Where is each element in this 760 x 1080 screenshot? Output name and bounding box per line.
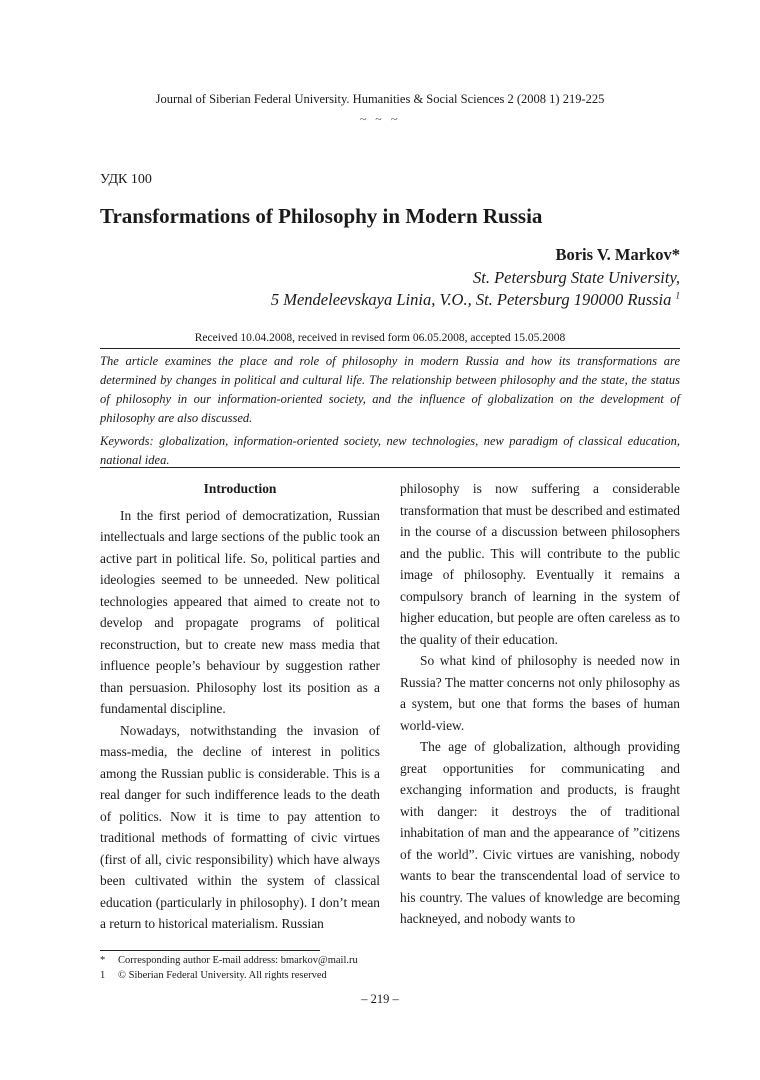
affiliation-line-1: St. Petersburg State University,: [473, 268, 680, 287]
footnote: [100, 955, 358, 966]
section-heading-introduction: Introduction: [203, 481, 277, 496]
abstract-bottom-rule: [100, 467, 680, 468]
keywords: Keywords: globalization, information-oriented society, new technologies, new paradigm of classical education, national idea.: [100, 434, 680, 467]
affiliation-address: 5 Mendeleevskaya Linia, V.O., St. Petersburg 190000 Russia: [270, 290, 672, 309]
footnote-mark: *: [100, 955, 106, 966]
received-dates: Received 10.04.2008, received in revised form 06.05.2008, accepted 15.05.2008: [194, 332, 566, 344]
footnote: [100, 970, 327, 981]
affiliation-line-2: [271, 290, 680, 310]
footnote-text: © Siberian Federal University. All rights reserved: [118, 970, 327, 981]
paragraph: The age of globalization, although providing great opportunities for communicating and exchanging information and products, is fraught with danger: it destroys the of traditional inhabitation of man and the appearance of ”citizens of the world”. Civic virtues are vanishing, nobody wants to bear the transcendental load of service to his country. The values of knowledge are becoming hackneyed, and nobody wants to: [400, 739, 680, 926]
left-column: [100, 478, 380, 935]
footnote-text: Corresponding author E-mail address: bmarkov@mail.ru: [118, 955, 358, 966]
paragraph: philosophy is now suffering a considerable transformation that must be described and estimated in the course of a discussion between philosophers and the public. This will contribute to the public image of philosophy. Eventually it remains a compulsory branch of learning in the system of higher education, but people are often careless as to the quality of their education.: [400, 481, 680, 647]
paragraph: Nowadays, notwithstanding the invasion of mass-media, the decline of interest in politics among the Russian public is considerable. This is a real danger for such indifference leads to the death of politics. Now it is time to pay attention to traditional methods of formatting of civic virtues (first of all, civic responsibility) which have always been cultivated within the system of classical education (particularly in philosophy). I don’t mean a return to historical materialism. Russian: [100, 722, 380, 931]
udk-code: УДК 100: [100, 172, 152, 187]
abstract-top-rule: [100, 348, 680, 349]
affiliation-footnote-mark: 1: [675, 290, 680, 301]
author-name: Boris V. Markov*: [555, 245, 680, 264]
footnote-rule: [100, 950, 320, 951]
abstract: The article examines the place and role of philosophy in modern Russia and how its transformations are determined by changes in political and cultural life. The relationship between philosophy and the state, the status of philosophy in our information-oriented society, and the influence of globalization on the development of philosophy are also discussed.: [100, 354, 680, 425]
journal-header: Journal of Siberian Federal University. Humanities & Social Sciences 2 (2008 1) 219-225: [155, 92, 605, 106]
footnote-mark: 1: [100, 970, 106, 981]
paragraph: So what kind of philosophy is needed now in Russia? The matter concerns not only philosophy as a system, but one that forms the bases of human world-view.: [400, 653, 680, 733]
right-column: [400, 478, 680, 930]
header-separator: ~ ~ ~: [359, 112, 401, 126]
page-number: – 219 –: [361, 992, 399, 1006]
article-title: Transformations of Philosophy in Modern Russia: [100, 204, 543, 228]
paragraph: In the first period of democratization, Russian intellectuals and large sections of the public took an active part in political life. So, political parties and ideologies seemed to be unneeded. New political technologies appeared that aimed to create not to develop and propagate programs of political reconstruction, but to create new mass media that influence people’s behaviour by suggestion rather than persuasion. Philosophy lost its position as a fundamental discipline.: [100, 507, 380, 716]
